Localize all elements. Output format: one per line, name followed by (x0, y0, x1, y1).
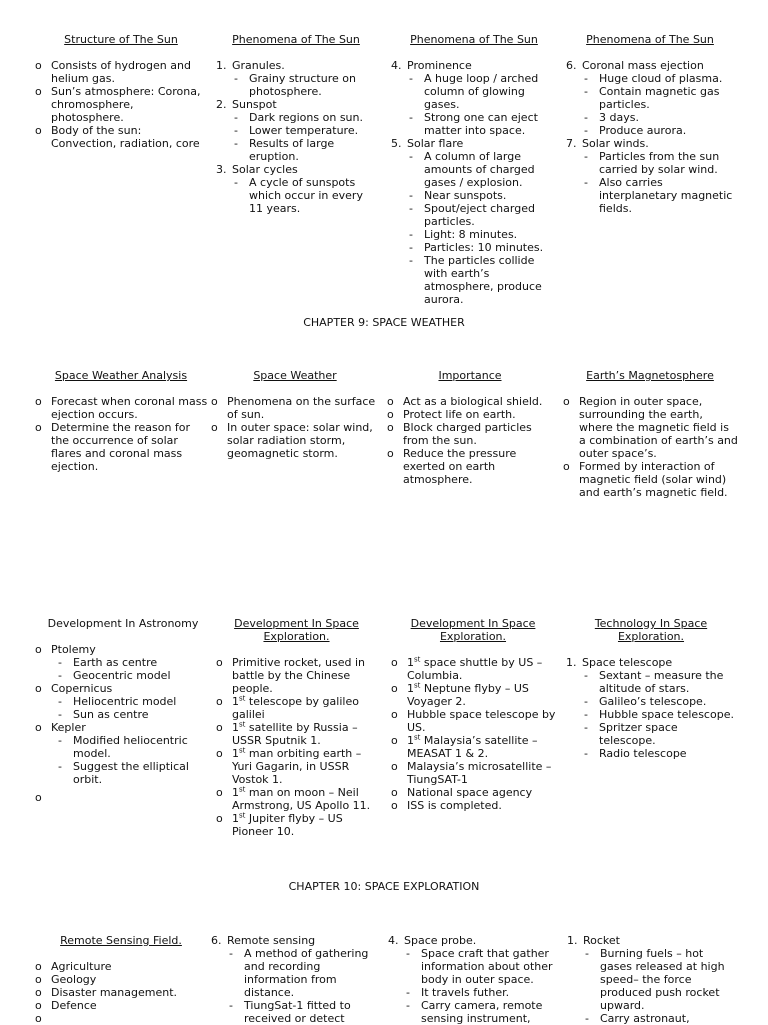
item-text: Hubble space telescope by US. (407, 708, 556, 734)
space-weather-heading: Space Weather (253, 369, 337, 382)
sub-item: - Sextant – measure the altitude of stars. (582, 669, 737, 695)
list-item (390, 708, 556, 734)
sub-item: - A method of gathering and recording information from distance. (227, 947, 375, 999)
list-item (210, 934, 375, 1025)
list-item: o Determine the reason for the occurrence of solar flares and coronal mass ejection. (34, 421, 208, 473)
item-ordinal: 1 (407, 734, 414, 747)
item-ordinal: 1 (232, 695, 239, 708)
sub-item: - Near sunspots. (407, 189, 558, 202)
sub-item: - TiungSat-1 fitted to received or detect (227, 999, 375, 1025)
sub-item: - Geocentric model (56, 669, 212, 682)
list-item: o Region in outer space, surrounding the earth, where the magnetic field is a combination of earth’s and outer space’s. (562, 395, 738, 460)
sub-item: - The particles collide with earth’s atmosphere, produce aurora. (407, 254, 558, 306)
sub-list (227, 947, 375, 1025)
list-item (390, 760, 556, 786)
sub-item: - Heliocentric model (56, 695, 212, 708)
list-item: o Formed by interaction of magnetic field (solar wind) and earth’s magnetic field. (562, 460, 738, 499)
item-ordinal-suffix: st (239, 694, 246, 703)
list-item (34, 1012, 208, 1025)
sub-item: - Contain magnetic gas particles. (582, 85, 735, 111)
list-item: o In outer space: solar wind, solar radiation storm, geomagnetic storm. (210, 421, 380, 460)
item-ordinal-suffix: st (239, 746, 246, 755)
sub-item: - Hubble space telescope. (582, 708, 737, 721)
exploration-column-1 (215, 617, 378, 838)
sub-list (582, 72, 735, 137)
list-item: o Block charged particles from the sun. (386, 421, 554, 447)
list-item (390, 59, 558, 137)
item-number: 4. (388, 934, 399, 947)
astronomy-heading: Development In Astronomy (47, 617, 199, 630)
item-label: Sunspot (232, 98, 277, 111)
sub-item: - Carry camera, remote sensing instrument, (404, 999, 557, 1025)
sub-item: - Burning fuels – hot gases released at high speed– the force produced push rocket upward. (583, 947, 734, 1012)
magnetosphere-heading: Earth’s Magnetosphere (586, 369, 714, 382)
sub-item: - Carry astronaut, (583, 1012, 734, 1025)
sub-item: - A column of large amounts of charged gases / explosion. (407, 150, 558, 189)
list-item: o Phenomena on the surface of sun. (210, 395, 380, 421)
list-item (566, 934, 734, 1025)
item-label: Rocket (583, 934, 620, 947)
sub-item: - Dark regions on sun. (232, 111, 377, 124)
sub-item: - A huge loop / arched column of glowing gases. (407, 72, 558, 111)
importance-heading: Importance (438, 369, 502, 382)
item-text: National space agency (407, 786, 533, 799)
list-item: o Act as a biological shield. (386, 395, 554, 408)
space-weather-column (210, 369, 380, 460)
phenomena-heading: Phenomena of The Sun (410, 33, 538, 46)
item-ordinal-suffix: st (414, 733, 421, 742)
item-label: Coronal mass ejection (582, 59, 704, 72)
list-item (565, 137, 735, 215)
item-ordinal-suffix: st (239, 811, 246, 820)
list-item (565, 656, 737, 760)
item-number: 3. (216, 163, 227, 176)
phenomena-heading: Phenomena of The Sun (586, 33, 714, 46)
structure-column (34, 33, 208, 150)
importance-column (386, 369, 554, 486)
list-item: o Geology (34, 973, 208, 986)
sub-list (232, 72, 377, 98)
item-label: Solar winds. (582, 137, 649, 150)
list-item (390, 734, 556, 760)
sub-item: - Produce aurora. (582, 124, 735, 137)
sub-list (407, 72, 558, 137)
sub-item: - It travels futher. (404, 986, 557, 999)
item-number: 6. (211, 934, 222, 947)
sub-list (56, 695, 212, 721)
sub-list (232, 111, 377, 163)
exploration-list (215, 656, 378, 838)
item-label: Ptolemy (51, 643, 96, 656)
sub-list (407, 150, 558, 306)
item-number: 1. (216, 59, 227, 72)
sub-item: - Space craft that gather information about other body in outer space. (404, 947, 557, 986)
technology-column (565, 617, 737, 760)
phenomena-list (215, 59, 377, 215)
sub-list (582, 150, 735, 215)
chapter-9-title: CHAPTER 9: SPACE WEATHER (303, 316, 465, 329)
structure-heading: Structure of The Sun (64, 33, 178, 46)
sub-item: - Radio telescope (582, 747, 737, 760)
sub-list (583, 947, 734, 1025)
sub-item: - Spout/eject charged particles. (407, 202, 558, 228)
list-item: o Body of the sun: Convection, radiation, core (34, 124, 208, 150)
item-text: Malaysia’s satellite – MEASAT 1 & 2. (407, 734, 538, 760)
item-label: Kepler (51, 721, 86, 734)
rocket-column (566, 934, 734, 1025)
list-item (215, 786, 378, 812)
sub-item: - Galileo’s telescope. (582, 695, 737, 708)
list-item (390, 799, 556, 812)
sub-item: - Particles from the sun carried by solar wind. (582, 150, 735, 176)
magnetosphere-column (562, 369, 738, 499)
list-item: o Forecast when coronal mass ejection occurs. (34, 395, 208, 421)
item-label: Prominence (407, 59, 472, 72)
list-item (215, 98, 377, 163)
astronomy-column (34, 617, 212, 804)
chapter-10-title: CHAPTER 10: SPACE EXPLORATION (288, 880, 480, 893)
technology-heading: Technology In Space Exploration. (594, 617, 708, 643)
list-item: o Agriculture (34, 960, 208, 973)
sub-item: - Light: 8 minutes. (407, 228, 558, 241)
exploration-heading: Development In Space Exploration. (234, 617, 359, 643)
sub-item: - Also carries interplanetary magnetic fields. (582, 176, 735, 215)
list-item: o Protect life on earth. (386, 408, 554, 421)
item-number: 4. (391, 59, 402, 72)
item-text: ISS is completed. (407, 799, 502, 812)
item-label: Solar cycles (232, 163, 298, 176)
list-item: o Disaster management. (34, 986, 208, 999)
sub-item: - Results of large eruption. (232, 137, 377, 163)
analysis-list (34, 395, 208, 473)
space-weather-list (210, 395, 380, 460)
item-text: telescope by galileo galilei (232, 695, 359, 721)
list-item (215, 163, 377, 215)
list-item (34, 643, 212, 682)
sub-item: - Strong one can eject matter into space. (407, 111, 558, 137)
item-ordinal: 1 (232, 786, 239, 799)
exploration-column-2 (390, 617, 556, 812)
sub-item: - Spritzer space telescope. (582, 721, 737, 747)
phenomena-list (390, 59, 558, 306)
structure-list (34, 59, 208, 150)
astronomy-list (34, 643, 212, 804)
item-number: 2. (216, 98, 227, 111)
list-item (34, 721, 212, 786)
item-number: 1. (566, 656, 577, 669)
item-ordinal: 1 (407, 682, 414, 695)
sub-list (232, 176, 377, 215)
phenomena-column-3 (565, 33, 735, 215)
item-text: satellite by Russia – USSR Sputnik 1. (232, 721, 358, 747)
sub-list (404, 947, 557, 1025)
phenomena-column-2 (390, 33, 558, 306)
list-item (565, 59, 735, 137)
item-label: Granules. (232, 59, 285, 72)
item-text: space shuttle by US – Columbia. (407, 656, 543, 682)
sub-item: - Sun as centre (56, 708, 212, 721)
item-text: Primitive rocket, used in battle by the Chinese people. (232, 656, 366, 695)
list-item: o Sun’s atmosphere: Corona, chromosphere, photosphere. (34, 85, 208, 124)
item-ordinal: 1 (232, 747, 239, 760)
item-label: Space probe. (404, 934, 477, 947)
sub-item: - Modified heliocentric model. (56, 734, 212, 760)
sub-item: - A cycle of sunspots which occur in every 11 years. (232, 176, 377, 215)
list-item (215, 59, 377, 98)
item-label: Remote sensing (227, 934, 316, 947)
item-ordinal: 1 (232, 812, 239, 825)
sub-item: - 3 days. (582, 111, 735, 124)
item-text: man orbiting earth – Yuri Gagarin, in USSR Vostok 1. (232, 747, 362, 786)
item-ordinal: 1 (407, 656, 414, 669)
item-label: Space telescope (582, 656, 673, 669)
list-item (34, 791, 212, 804)
remote-field-heading: Remote Sensing Field. (60, 934, 182, 947)
sub-list (56, 734, 212, 786)
phenomena-list (565, 59, 735, 215)
sub-list (56, 656, 212, 682)
sub-item: - Grainy structure on photosphere. (232, 72, 377, 98)
importance-list (386, 395, 554, 486)
item-number: 5. (391, 137, 402, 150)
space-probe-column (387, 934, 557, 1025)
item-text: Jupiter flyby – US Pioneer 10. (232, 812, 343, 838)
sub-item: - Huge cloud of plasma. (582, 72, 735, 85)
list-item (215, 656, 378, 695)
sub-item: - Particles: 10 minutes. (407, 241, 558, 254)
analysis-heading: Space Weather Analysis (54, 369, 188, 382)
list-item (390, 682, 556, 708)
remote-field-list (34, 960, 208, 1025)
technology-list (565, 656, 737, 760)
item-text: Neptune flyby – US Voyager 2. (407, 682, 529, 708)
phenomena-heading: Phenomena of The Sun (232, 33, 360, 46)
item-label: Solar flare (407, 137, 464, 150)
item-ordinal-suffix: st (239, 785, 246, 794)
item-number: 7. (566, 137, 577, 150)
magnetosphere-list (562, 395, 738, 499)
list-item (34, 682, 212, 721)
remote-sensing-column (210, 934, 375, 1025)
analysis-column (34, 369, 208, 473)
sub-item: - Lower temperature. (232, 124, 377, 137)
remote-field-column (34, 934, 208, 1025)
rocket-list (566, 934, 734, 1025)
list-item (390, 786, 556, 799)
sub-item: - Suggest the elliptical orbit. (56, 760, 212, 786)
item-ordinal: 1 (232, 721, 239, 734)
sub-list (582, 669, 737, 760)
list-item: o Defence (34, 999, 208, 1012)
item-text: Malaysia’s microsatellite – TiungSAT-1 (407, 760, 552, 786)
item-ordinal-suffix: st (414, 681, 421, 690)
item-number: 1. (567, 934, 578, 947)
exploration-list (390, 656, 556, 812)
space-probe-list (387, 934, 557, 1025)
sub-item: - Earth as centre (56, 656, 212, 669)
list-item (390, 137, 558, 306)
list-item (215, 812, 378, 838)
list-item: o Consists of hydrogen and helium gas. (34, 59, 208, 85)
item-ordinal-suffix: st (239, 720, 246, 729)
list-item: o Reduce the pressure exerted on earth atmosphere. (386, 447, 554, 486)
list-item (215, 721, 378, 747)
item-text: man on moon – Neil Armstrong, US Apollo 11. (232, 786, 371, 812)
remote-sensing-list (210, 934, 375, 1025)
item-ordinal-suffix: st (414, 655, 421, 664)
item-number: 6. (566, 59, 577, 72)
phenomena-column-1 (215, 33, 377, 215)
list-item (215, 695, 378, 721)
item-label: Copernicus (51, 682, 113, 695)
list-item (215, 747, 378, 786)
exploration-heading: Development In Space Exploration. (410, 617, 536, 643)
list-item (387, 934, 557, 1025)
list-item (390, 656, 556, 682)
